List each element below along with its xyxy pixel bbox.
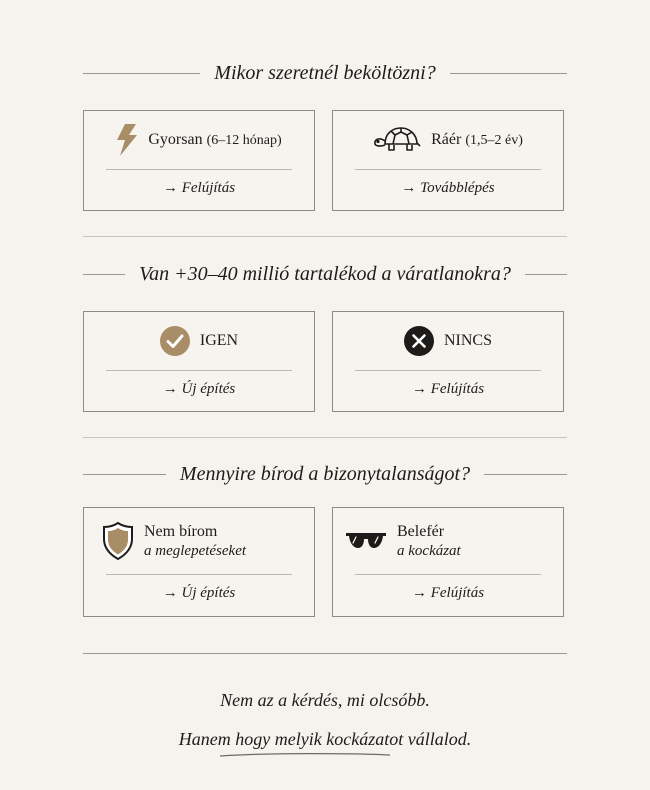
- heading-rule-right: [525, 274, 567, 275]
- option-result: → Felújítás: [411, 381, 485, 397]
- shield-icon: [102, 522, 134, 560]
- option-card-risk-ok[interactable]: [332, 507, 564, 617]
- turtle-icon: [373, 125, 421, 155]
- closing-line-2: Hanem hogy melyik kockázatot vállalod.: [178, 729, 472, 749]
- option-header: [84, 312, 314, 370]
- option-label: Ráér: [431, 131, 462, 148]
- option-card-fast[interactable]: [83, 110, 315, 211]
- check-circle-icon: [160, 326, 190, 356]
- question-heading-2: [83, 263, 567, 286]
- option-label: Gyorsan: [148, 131, 203, 148]
- x-circle-icon: [404, 326, 434, 356]
- underline-swoosh: [220, 753, 390, 757]
- option-result: → Felújítás: [411, 585, 485, 601]
- heading-rule-left: [83, 274, 125, 275]
- question-title: Mennyire bírod a bizonytalanságot?: [179, 463, 471, 485]
- option-label-detail: (1,5–2 év): [465, 133, 523, 148]
- option-header: [333, 111, 563, 169]
- section-divider: [83, 437, 567, 438]
- option-result: → Felújítás: [162, 180, 236, 196]
- option-card-cautious[interactable]: [83, 507, 315, 617]
- question-heading-1: [83, 62, 567, 85]
- heading-rule-left: [83, 474, 166, 475]
- option-label-detail: (6–12 hónap): [206, 133, 282, 148]
- option-card-slow[interactable]: [332, 110, 564, 211]
- heading-rule-right: [450, 73, 567, 74]
- option-header: [333, 508, 563, 574]
- sunglasses-icon: [345, 531, 387, 551]
- heading-rule-left: [83, 73, 200, 74]
- question-title: Van +30–40 millió tartalékod a váratlanokra?: [139, 263, 511, 285]
- option-result: → Továbblépés: [401, 180, 495, 196]
- option-card-no[interactable]: [332, 311, 564, 412]
- option-label: Nem bírom: [144, 522, 218, 540]
- option-header: [84, 111, 314, 169]
- option-result: → Új építés: [162, 585, 236, 601]
- question-title: Mikor szeretnél beköltözni?: [214, 62, 436, 84]
- option-label-sub: a kockázat: [397, 542, 461, 559]
- option-header: [84, 508, 314, 574]
- option-label-sub: a meglepetéseket: [144, 542, 247, 559]
- question-heading-3: [83, 463, 567, 486]
- option-label: IGEN: [199, 332, 239, 349]
- option-result: → Új építés: [162, 381, 236, 397]
- option-label: NINCS: [443, 332, 492, 349]
- closing-divider: [83, 653, 567, 654]
- lightning-bolt-icon: [116, 124, 138, 156]
- closing-line-1: Nem az a kérdés, mi olcsóbb.: [220, 690, 430, 710]
- section-divider: [83, 236, 567, 237]
- option-header: [333, 312, 563, 370]
- option-card-yes[interactable]: [83, 311, 315, 412]
- heading-rule-right: [484, 474, 567, 475]
- option-label: Belefér: [397, 522, 445, 540]
